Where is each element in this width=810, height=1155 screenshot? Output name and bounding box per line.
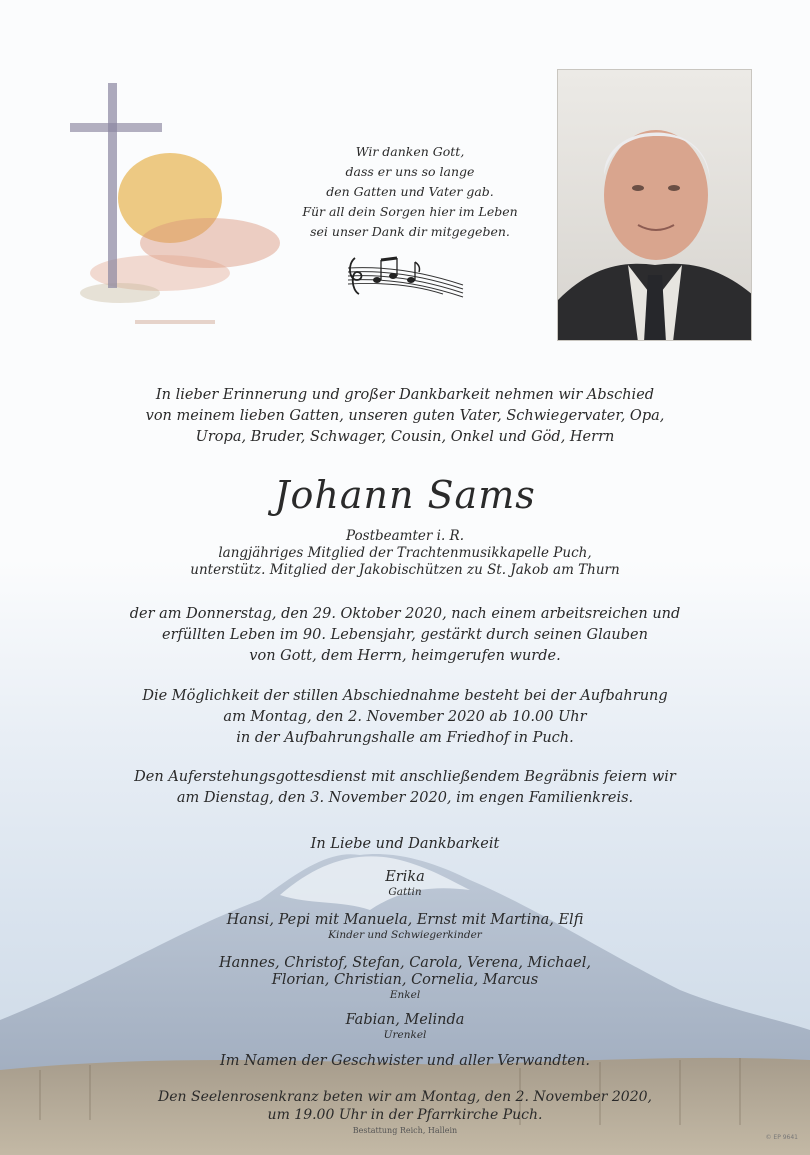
mourner-relation: Urenkel (383, 1029, 427, 1041)
paragraph-line: am Montag, den 2. November 2020 ab 10.00 Uhr (223, 709, 587, 725)
poem-verse (280, 142, 540, 242)
death-paragraph (40, 604, 770, 667)
mourner-names: Erika (385, 869, 425, 885)
paragraph-line: erfüllten Leben im 90. Lebensjahr, gestärkt durch seinen Glauben (162, 627, 648, 643)
rosary-notice (40, 1088, 770, 1124)
service-paragraph (40, 767, 770, 809)
mourner-names: Hansi, Pepi mit Manuela, Ernst mit Martina, Elfi (226, 912, 584, 928)
verse-line: dass er uns so lange (345, 164, 475, 179)
mourner-wife (40, 869, 770, 899)
intro-line: In lieber Erinnerung und großer Dankbarkeit nehmen wir Abschied (155, 387, 655, 403)
role-line: Postbeamter i. R. (345, 528, 464, 544)
mourner-names: Fabian, Melinda (345, 1012, 465, 1028)
mourner-grandchildren (40, 955, 770, 1002)
deceased-name: Johann Sams (274, 473, 536, 517)
role-line: langjähriges Mitglied der Trachtenmusikkapelle Puch, (218, 545, 592, 561)
cross-sun-watercolor-icon (60, 78, 300, 338)
intro-text (40, 385, 770, 448)
mourner-relation: Enkel (389, 989, 421, 1001)
deceased-portrait (557, 69, 752, 341)
rosary-line: Den Seelenrosenkranz beten wir am Montag, den 2. November 2020, (158, 1089, 652, 1105)
paragraph-line: Den Auferstehungsgottesdienst mit anschließendem Begräbnis feiern wir (134, 769, 676, 785)
intro-line: Uropa, Bruder, Schwager, Cousin, Onkel und Göd, Herrn (195, 429, 615, 445)
intro-line: von meinem lieben Gatten, unseren guten Vater, Schwiegervater, Opa, (145, 408, 665, 424)
mourner-great-grandchildren (40, 1012, 770, 1042)
paragraph-line: von Gott, dem Herrn, heimgerufen wurde. (249, 648, 561, 664)
role-line: unterstütz. Mitglied der Jakobischützen zu St. Jakob am Thurn (190, 562, 620, 578)
mourner-names: Florian, Christian, Cornelia, Marcus (271, 972, 539, 988)
paragraph-line: am Dienstag, den 3. November 2020, im engen Familienkreis. (176, 790, 634, 806)
funeral-home: Bestattung Reich, Hallein (352, 1126, 458, 1135)
verse-line: Für all dein Sorgen hier im Leben (302, 204, 518, 219)
deceased-roles (40, 528, 770, 579)
verse-line: den Gatten und Vater gab. (326, 184, 494, 199)
document-code: © EP 9641 (765, 1134, 798, 1141)
music-notes-icon (343, 250, 468, 300)
mourner-relation: Gattin (388, 886, 422, 898)
viewing-paragraph (40, 686, 770, 749)
mourner-children (40, 912, 770, 942)
mourner-names: Hannes, Christof, Stefan, Carola, Verena, Michael, (219, 955, 591, 971)
mourner-relation: Kinder und Schwiegerkinder (328, 929, 482, 941)
rosary-line: um 19.00 Uhr in der Pfarrkirche Puch. (267, 1107, 543, 1123)
paragraph-line: der am Donnerstag, den 29. Oktober 2020, nach einem arbeitsreichen und (129, 606, 681, 622)
verse-line: sei unser Dank dir mitgegeben. (310, 224, 510, 239)
paragraph-line: in der Aufbahrungshalle am Friedhof in Puch. (236, 730, 574, 746)
siblings-line: Im Namen der Geschwister und aller Verwandten. (220, 1053, 590, 1069)
mourners-heading: In Liebe und Dankbarkeit (310, 836, 500, 852)
paragraph-line: Die Möglichkeit der stillen Abschiednahme besteht bei der Aufbahrung (142, 688, 668, 704)
verse-line: Wir danken Gott, (355, 144, 465, 159)
portrait-illustration (558, 70, 752, 341)
